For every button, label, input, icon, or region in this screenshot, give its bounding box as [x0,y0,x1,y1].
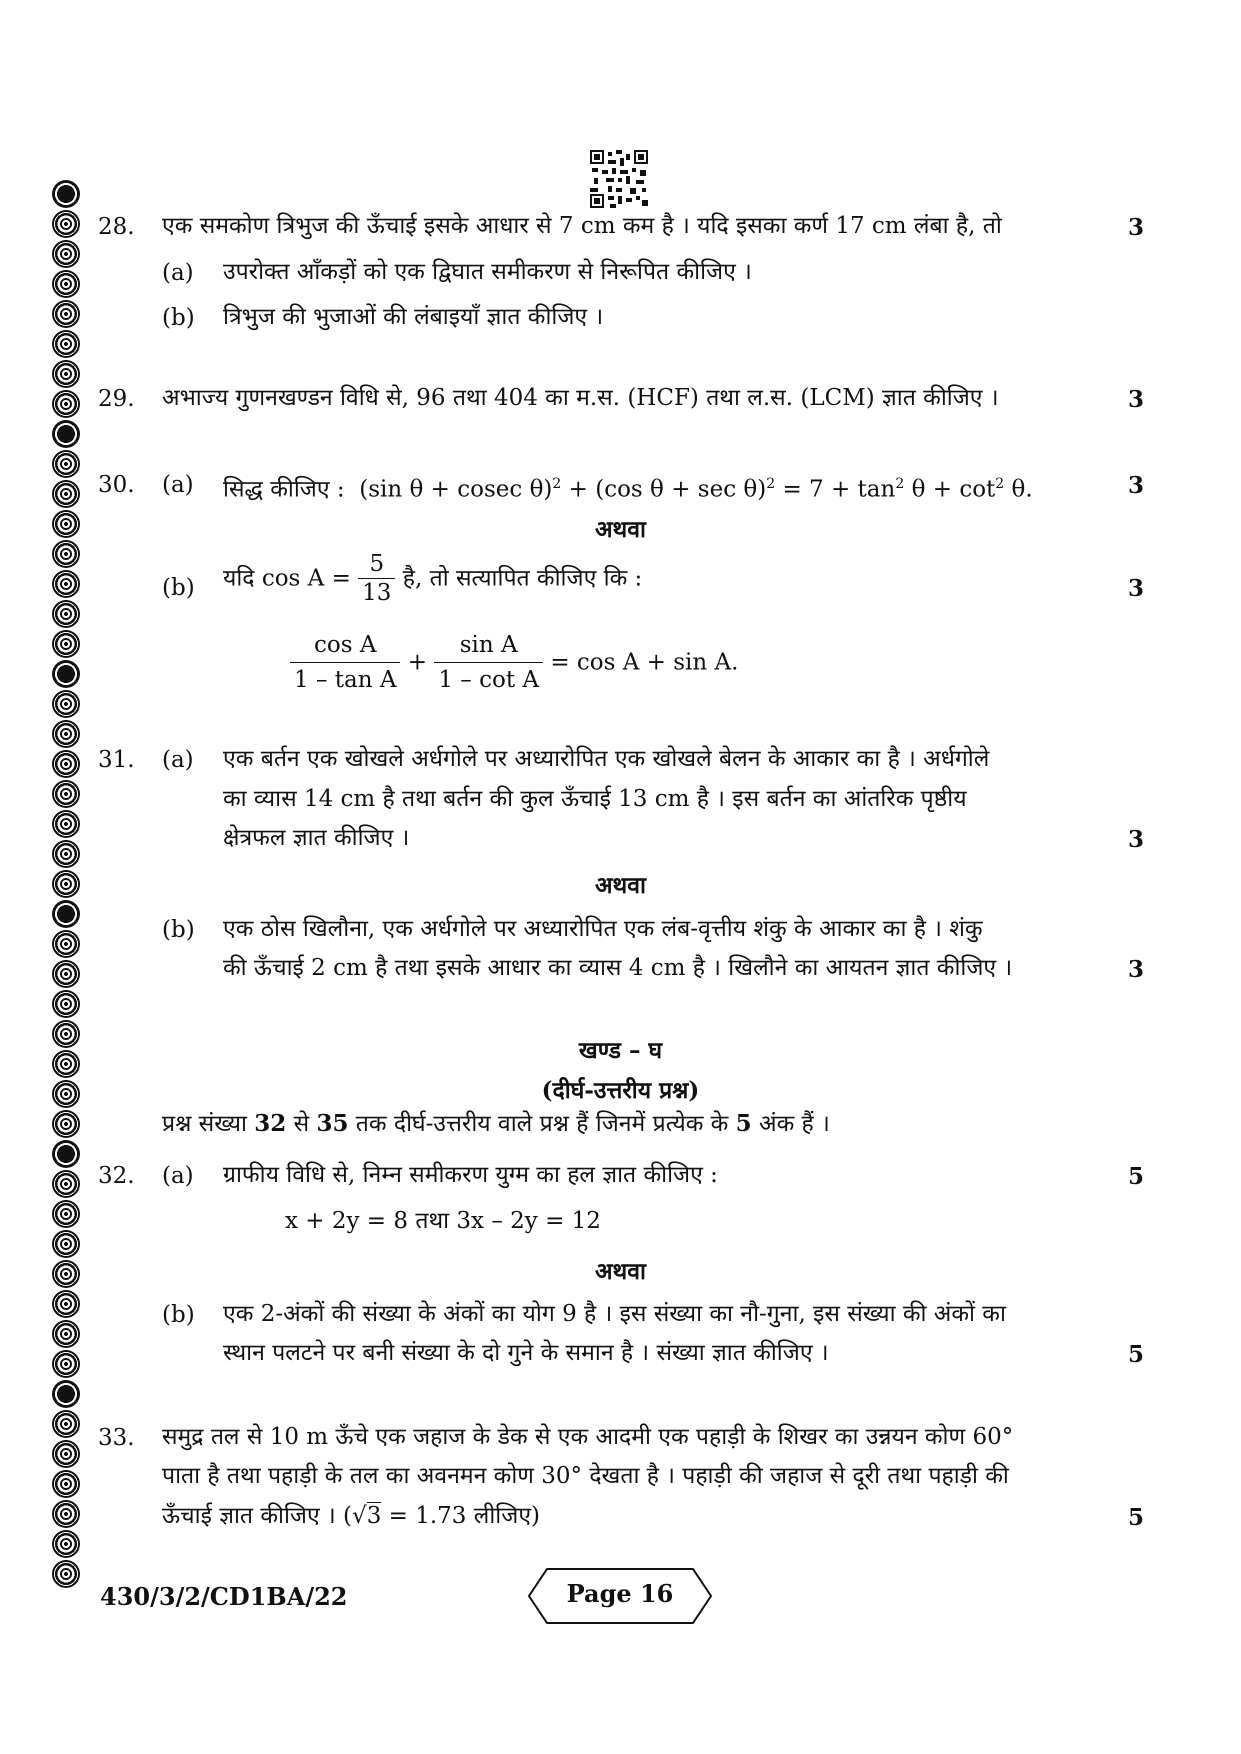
margin-ring-icon [52,1560,80,1588]
option-label: (b) [162,1302,195,1328]
question-text: ऊँचाई ज्ञात कीजिए । (√3 = 1.73 लीजिए) [162,1503,541,1529]
margin-ring-icon [52,1410,80,1438]
margin-ring-icon [52,480,80,508]
margin-ring-icon [52,360,80,388]
margin-ring-icon [52,990,80,1018]
question-text: ग्राफीय विधि से, निम्न समीकरण युग्म का हल ज्ञात कीजिए : [223,1162,718,1188]
margin-ring-icon [52,1170,80,1198]
margin-ring-icon [52,1440,80,1468]
option-label: (a) [162,260,194,286]
marks: 3 [1128,575,1145,602]
margin-ring-icon [52,690,80,718]
option-text: त्रिभुज की भुजाओं की लंबाइयाँ ज्ञात कीजिए । [223,304,604,330]
marks: 5 [1128,1163,1145,1190]
marks: 5 [1128,1341,1145,1368]
paper-code: 430/3/2/CD1BA/22 [100,1582,348,1611]
marks: 3 [1128,956,1145,983]
question-text: समुद्र तल से 10 m ऊँचे एक जहाज के डेक से एक आदमी एक पहाड़ी के शिखर का उन्नयन कोण 60° [162,1424,1014,1450]
margin-ring-icon [52,630,80,658]
equation-pair: x + 2y = 8 तथा 3x – 2y = 12 [285,1208,601,1234]
margin-ring-icon [52,840,80,868]
margin-ring-icon [52,1470,80,1498]
margin-ring-icon [52,780,80,808]
option-label: (a) [162,747,194,773]
question-text: एक ठोस खिलौना, एक अर्धगोले पर अध्यारोपित एक लंब-वृत्तीय शंकु के आकार का है । शंकु [223,916,983,942]
margin-ring-icon [52,660,80,688]
trig-equation: $\frac{\text{cos A}}{\text{1 – tan A}}$ + $\frac{\text{sin A}}{\text{1 – cot A}}$ = cos A + sin A. [290,628,738,697]
marks: 3 [1128,214,1145,241]
margin-ring-icon [52,720,80,748]
margin-ring-icon [52,450,80,478]
question-number: 32. [98,1163,135,1189]
option-text: उपरोक्त आँकड़ों को एक द्विघात समीकरण से निरूपित कीजिए । [223,259,752,285]
margin-ring-icon [52,330,80,358]
or-separator: अथवा [594,872,646,899]
question-number: 29. [98,386,135,412]
margin-ring-icon [52,1290,80,1318]
section-title: खण्ड – घ [578,1037,663,1064]
condition-text: यदि cos A = $\frac{5}{13}$ है, तो सत्यापित कीजिए कि : [223,551,643,606]
margin-ring-icon [52,960,80,988]
question-text: पाता है तथा पहाड़ी के तल का अवनमन कोण 30° देखता है । पहाड़ी की जहाज से दूरी तथा पहाड़ी की [162,1463,1009,1489]
margin-ring-icon [52,420,80,448]
or-separator: अथवा [594,1258,646,1285]
margin-ring-icon [52,390,80,418]
option-label: (a) [162,1163,194,1189]
identity-to-prove: सिद्ध कीजिए : (sin θ + cosec θ)$^2$ + (cos $\theta + \sec \theta)^2 = 7 + \tan^2 \theta + \cot^2 \theta$. [223,476,1033,503]
page-number-badge [525,1565,715,1627]
margin-ring-icon [52,210,80,238]
margin-ring-icon [52,900,80,928]
margin-ring-icon [52,1110,80,1138]
section-subtitle: (दीर्घ-उत्तरीय प्रश्न) [541,1077,700,1104]
margin-ring-icon [52,180,80,208]
margin-ring-icon [52,540,80,568]
question-text: एक समकोण त्रिभुज की ऊँचाई इसके आधार से 7 cm कम है । यदि इसका कर्ण 17 cm लंबा है, तो [162,213,1002,239]
question-text: अभाज्य गुणनखण्डन विधि से, 96 तथा 404 का म.स. (HCF) तथा ल.स. (LCM) ज्ञात कीजिए । [162,385,999,411]
question-text: का व्यास 14 cm है तथा बर्तन की कुल ऊँचाई 13 cm है । इस बर्तन का आंतरिक पृष्ठीय [223,786,967,812]
marks: 5 [1128,1504,1145,1531]
marks: 3 [1128,826,1145,853]
margin-ring-icon [52,570,80,598]
margin-ring-icon [52,1380,80,1408]
option-label: (b) [162,305,195,331]
question-number: 30. [98,472,135,498]
margin-ring-icon [52,750,80,778]
question-text: एक बर्तन एक खोखले अर्धगोले पर अध्यारोपित एक खोखले बेलन के आकार का है । अर्धगोले [223,746,990,772]
margin-ring-icon [52,240,80,268]
margin-ring-icon [52,1350,80,1378]
question-number: 28. [98,214,135,240]
margin-ring-icon [52,270,80,298]
margin-ring-icon [52,1500,80,1528]
question-text: स्थान पलटने पर बनी संख्या के दो गुने के समान है । संख्या ज्ञात कीजिए । [223,1340,829,1366]
page-number: Page 16 [566,1579,674,1608]
question-text: की ऊँचाई 2 cm है तथा इसके आधार का व्यास 4 cm है । खिलौने का आयतन ज्ञात कीजिए । [223,955,1013,981]
question-number: 33. [98,1425,135,1451]
margin-ring-icon [52,1140,80,1168]
margin-ring-icon [52,1320,80,1348]
option-label: (a) [162,472,194,498]
qr-code-icon [590,150,648,208]
margin-ring-icon [52,810,80,838]
option-label: (b) [162,575,195,601]
question-number: 31. [98,747,135,773]
question-text: एक 2-अंकों की संख्या के अंकों का योग 9 है । इस संख्या का नौ-गुना, इस संख्या की अंकों का [223,1301,1006,1327]
marks: 3 [1128,386,1145,413]
margin-ring-icon [52,300,80,328]
question-text: क्षेत्रफल ज्ञात कीजिए । [223,825,410,851]
option-label: (b) [162,917,195,943]
or-separator: अथवा [594,516,646,543]
margin-ring-icon [52,1200,80,1228]
margin-ring-icon [52,600,80,628]
margin-ring-icon [52,930,80,958]
margin-ring-icon [52,1530,80,1558]
marks: 3 [1128,472,1145,499]
section-instructions: प्रश्न संख्या 32 से 35 तक दीर्घ-उत्तरीय वाले प्रश्न हैं जिनमें प्रत्येक के 5 अंक हैं । [162,1110,830,1137]
